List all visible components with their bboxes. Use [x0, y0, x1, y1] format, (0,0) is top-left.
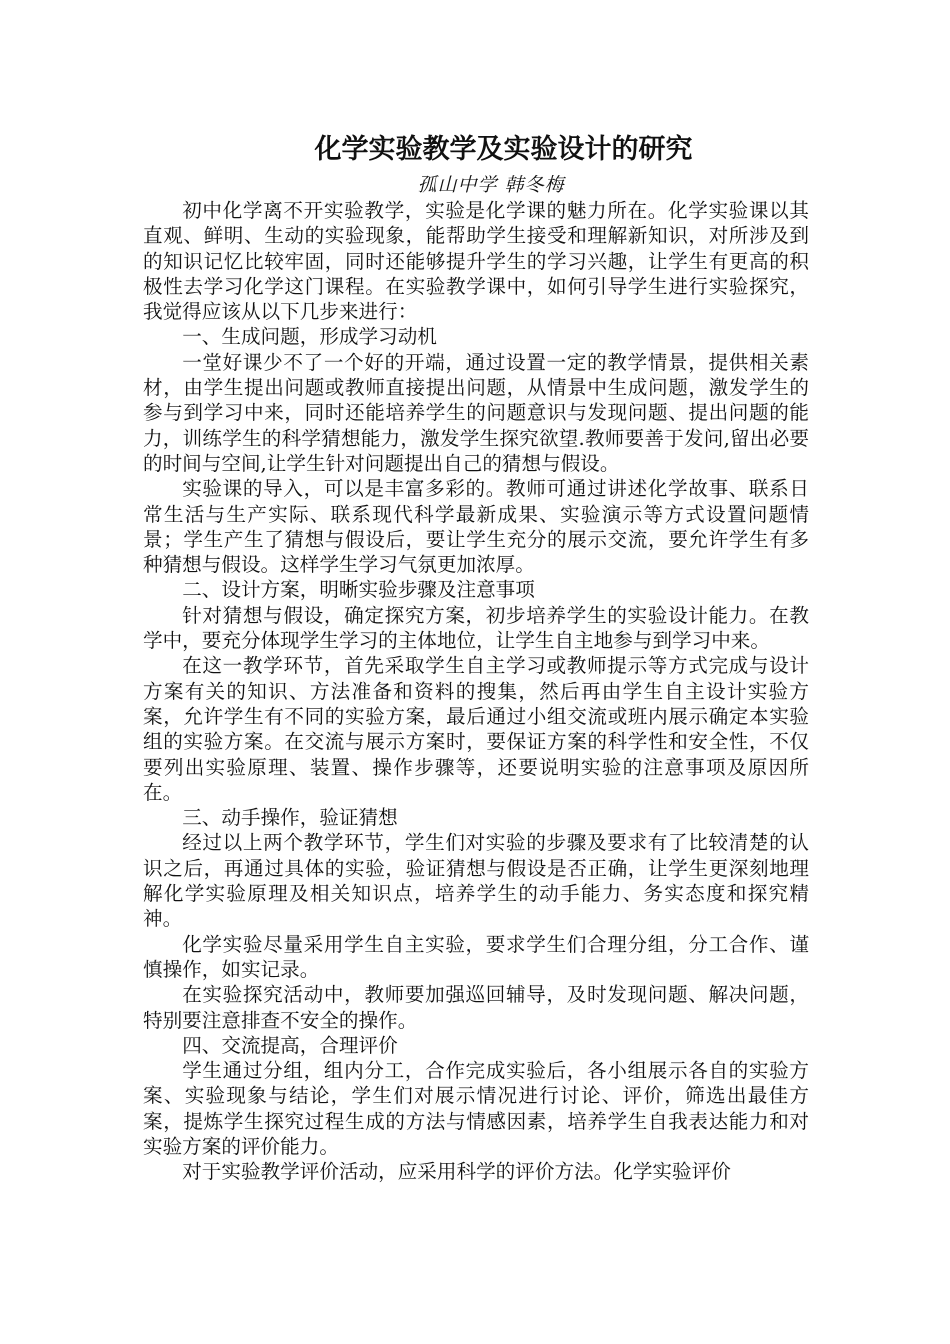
document-title: 化学实验教学及实验设计的研究 — [314, 134, 693, 165]
paragraph: 化学实验尽量采用学生自主实验，要求学生们合理分组，分工合作、谨慎操作，如实记录。 — [143, 932, 809, 981]
section-heading-1: 一、生成问题，形成学习动机 — [182, 325, 437, 349]
paragraph-intro: 初中化学离不开实验教学，实验是化学课的魅力所在。化学实验课以其直观、鲜明、生动的实验现象，能帮助学生接受和理解新知识，对所涉及到的知识记忆比较牢固，同时还能够提升学生的学习兴趣，让学生有更高的积极性去学习化学这门课程。在实验教学课中，如何引导学生进行实验探究，我觉得应该从以下几步来进行： — [143, 199, 809, 324]
paragraph: 实验课的导入，可以是丰富多彩的。教师可通过讲述化学故事、联系日常生活与生产实际、联系现代科学最新成果、实验演示等方式设置问题情景；学生产生了猜想与假设后，要让学生充分的展示交流，要允许学生有多种猜想与假设。这样学生学习气氛更加浓厚。 — [143, 477, 809, 577]
section-heading-2: 二、设计方案，明晰实验步骤及注意事项 — [182, 578, 535, 602]
paragraph: 一堂好课少不了一个好的开端，通过设置一定的教学情景，提供相关素材，由学生提出问题或教师直接提出问题，从情景中生成问题，激发学生的参与到学习中来，同时还能培养学生的问题意识与发现问题、提出问题的能力，训练学生的科学猜想能力，激发学生探究欲望.教师要善于发问,留出必要的时间与空间,让学生针对问题提出自己的猜想与假设。 — [143, 350, 809, 475]
paragraph: 针对猜想与假设，确定探究方案，初步培养学生的实验设计能力。在教学中，要充分体现学生学习的主体地位，让学生自主地参与到学习中来。 — [143, 603, 809, 653]
paragraph: 经过以上两个教学环节，学生们对实验的步骤及要求有了比较清楚的认识之后，再通过具体的实验，验证猜想与假设是否正确，让学生更深刻地理解化学实验原理及相关知识点，培养学生的动手能力、务实态度和探究精神。 — [143, 831, 809, 931]
paragraph: 在这一教学环节，首先采取学生自主学习或教师提示等方式完成与设计方案有关的知识、方法准备和资料的搜集，然后再由学生自主设计实验方案，允许学生有不同的实验方案，最后通过小组交流或班内展示确定本实验组的实验方案。在交流与展示方案时，要保证方案的科学性和安全性，不仅要列出实验原理、装置、操作步骤等，还要说明实验的注意事项及原因所在。 — [143, 654, 809, 804]
section-heading-4: 四、交流提高，合理评价 — [182, 1033, 398, 1057]
document-page — [143, 128, 809, 1185]
paragraph: 在实验探究活动中，教师要加强巡回辅导，及时发现问题、解决问题，特别要注意排查不安全的操作。 — [143, 983, 809, 1032]
paragraph: 学生通过分组，组内分工，合作完成实验后，各小组展示各自的实验方案、实验现象与结论，学生们对展示情况进行讨论、评价，筛选出最佳方案，提炼学生探究过程生成的方法与情感因素，培养学生自我表达能力和对实验方案的评价能力。 — [143, 1059, 809, 1158]
document-author: 孤山中学 韩冬梅 — [417, 174, 565, 196]
section-heading-3: 三、动手操作，验证猜想 — [182, 806, 398, 830]
paragraph: 对于实验教学评价活动，应采用科学的评价方法。化学实验评价 — [182, 1160, 731, 1184]
